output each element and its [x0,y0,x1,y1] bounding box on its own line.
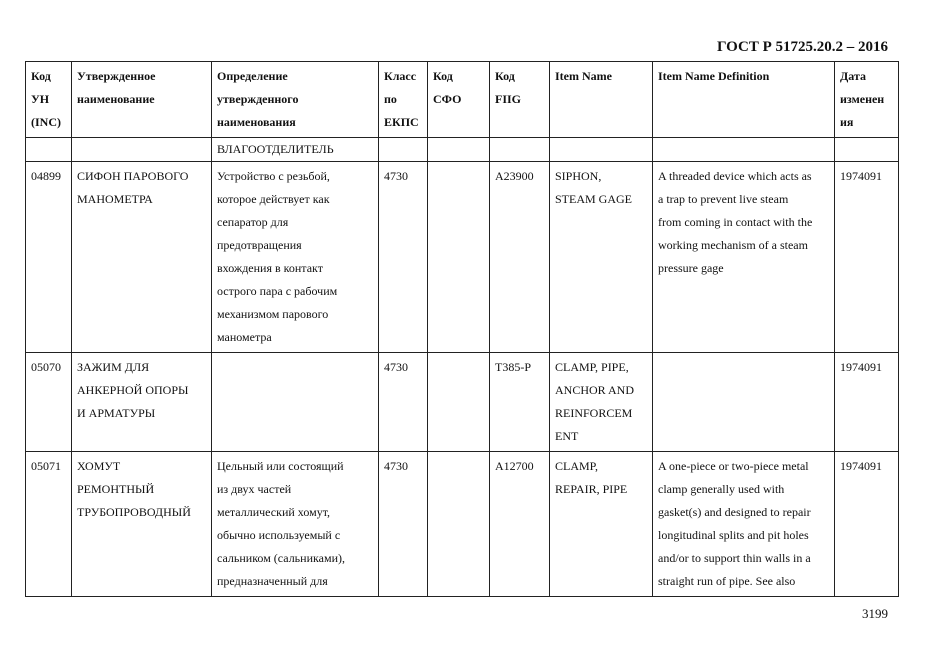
col-header-definition: Определение утвержденного наименования [212,62,379,138]
col-header-sfo: Код СФО [428,62,490,138]
inc-cell: 05070 [26,353,72,452]
class-cell: 4730 [379,353,428,452]
item-name-cell: SIPHON, STEAM GAGE [550,162,653,353]
col-header-class: Класс по ЕКПС [379,62,428,138]
col-header-date: Дата изменен ия [835,62,899,138]
item-definition-cell: A threaded device which acts as a trap to prevent live steam from coming in contact with the working mechanism of a steam pressure gage [653,162,835,353]
item-name-cell: CLAMP, PIPE, ANCHOR AND REINFORCEM ENT [550,353,653,452]
page-number: 3199 [862,606,888,621]
col-header-item-name: Item Name [550,62,653,138]
table-row [26,452,899,597]
definition-continuation: ВЛАГООТДЕЛИТЕЛЬ [212,138,379,162]
name-cell: СИФОН ПАРОВОГО МАНОМЕТРА [72,162,212,353]
fiig-cell: A23900 [490,162,550,353]
inc-cell: 05071 [26,452,72,597]
table-row [26,353,899,452]
class-cell: 4730 [379,162,428,353]
fiig-cell: A12700 [490,452,550,597]
col-header-item-definition: Item Name Definition [653,62,835,138]
col-header-fiig: Код FIIG [490,62,550,138]
fiig-cell: T385-P [490,353,550,452]
table-row-continuation [26,138,899,162]
document-code: ГОСТ Р 51725.20.2 – 2016 [716,39,888,55]
name-cell: ЗАЖИМ ДЛЯ АНКЕРНОЙ ОПОРЫ И АРМАТУРЫ [72,353,212,452]
definition-cell: Цельный или состоящий из двух частей металлический хомут, обычно используемый с сальником (сальниками), предназначенный для [212,452,379,597]
date-cell: 1974091 [835,353,899,452]
col-header-name: Утвержденное наименование [72,62,212,138]
catalog-table [25,61,899,597]
item-definition-cell: A one-piece or two-piece metal clamp generally used with gasket(s) and designed to repair longitudinal splits and pit holes and/or to support thin walls in a straight run of pipe. See also [653,452,835,597]
class-cell: 4730 [379,452,428,597]
table-row [26,162,899,353]
sfo-cell [428,452,490,597]
name-cell: ХОМУТ РЕМОНТНЫЙ ТРУБОПРОВОДНЫЙ [72,452,212,597]
definition-cell: Устройство с резьбой, которое действует как сепаратор для предотвращения вхождения в контакт острого пара с рабочим механизмом парового манометра [212,162,379,353]
inc-cell: 04899 [26,162,72,353]
item-name-cell: CLAMP, REPAIR, PIPE [550,452,653,597]
sfo-cell [428,353,490,452]
date-cell: 1974091 [835,162,899,353]
col-header-inc: Код УН (INC) [26,62,72,138]
date-cell: 1974091 [835,452,899,597]
table-header-row [26,62,899,138]
definition-cell [212,353,379,452]
sfo-cell [428,162,490,353]
item-definition-cell [653,353,835,452]
